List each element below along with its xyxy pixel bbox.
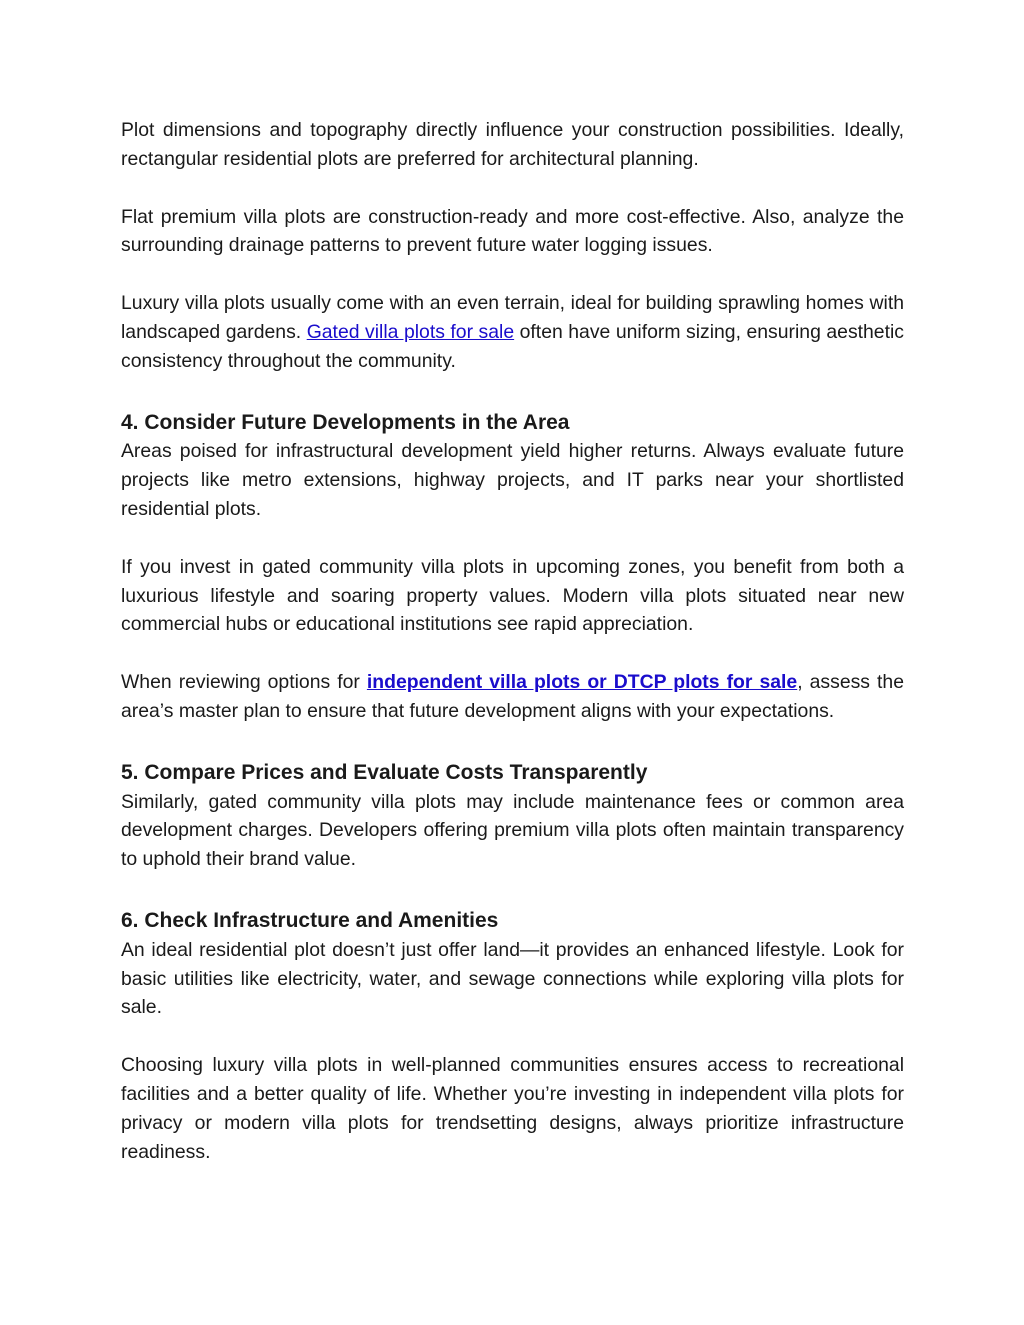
paragraph-ideal-residential-plot: An ideal residential plot doesn’t just offer land—it provides an enhanced lifestyle. Look for basic utilities like electricity, water, and sewage connections while exploring villa plots for sale. bbox=[121, 938, 904, 1019]
paragraph-maintenance-fees: Similarly, gated community villa plots may include maintenance fees or common area development charges. Developers offering premium villa plots often maintain transparency to uphold their brand value. bbox=[121, 790, 904, 871]
section-heading-compare-prices: 5. Compare Prices and Evaluate Costs Transparently bbox=[121, 760, 648, 784]
paragraph-text: Luxury villa plots usually come with an even terrain, ideal for building sprawling homes with landscaped gardens. bbox=[121, 292, 904, 343]
section-heading-future-developments: 4. Consider Future Developments in the Area bbox=[121, 410, 570, 434]
paragraph-flat-premium: Flat premium villa plots are construction-ready and more cost-effective. Also, analyze the surrounding drainage patterns to prevent future water logging issues. bbox=[121, 205, 904, 257]
paragraph-luxury-villa bbox=[121, 289, 904, 375]
paragraph-choosing-luxury-villa: Choosing luxury villa plots in well-planned communities ensures access to recreational facilities and a better quality of life. Whether you’re investing in independent villa plots for privacy or modern villa plots for trendsetting designs, always prioritize infrastructure readiness. bbox=[121, 1054, 904, 1163]
document-page bbox=[121, 116, 904, 1166]
paragraph-text: When reviewing options for bbox=[121, 671, 367, 694]
paragraph-upcoming-zones: If you invest in gated community villa plots in upcoming zones, you benefit from both a luxurious lifestyle and soaring property values. Modern villa plots situated near new commercial hubs or educational institutions see rapid appreciation. bbox=[121, 555, 904, 636]
paragraph-infrastructural-development: Areas poised for infrastructural development yield higher returns. Always evaluate future projects like metro extensions, highway projects, and IT parks near your shortlisted residential plots. bbox=[121, 440, 904, 520]
paragraph-text: often have uniform sizing, ensuring aesthetic consistency throughout the community. bbox=[121, 320, 904, 372]
paragraph-text: , assess the area’s master plan to ensure that future development aligns with your expectations. bbox=[121, 671, 904, 722]
section-heading-infrastructure-amenities: 6. Check Infrastructure and Amenities bbox=[121, 908, 499, 932]
gated-villa-plots-link[interactable]: Gated villa plots for sale bbox=[306, 320, 515, 343]
independent-villa-plots-link[interactable]: independent villa plots or DTCP plots for sale bbox=[366, 671, 798, 694]
paragraph-plot-dimensions: Plot dimensions and topography directly influence your construction possibilities. Ideally, rectangular residential plots are preferred for architectural planning. bbox=[121, 119, 904, 170]
paragraph-reviewing-options bbox=[121, 668, 904, 726]
